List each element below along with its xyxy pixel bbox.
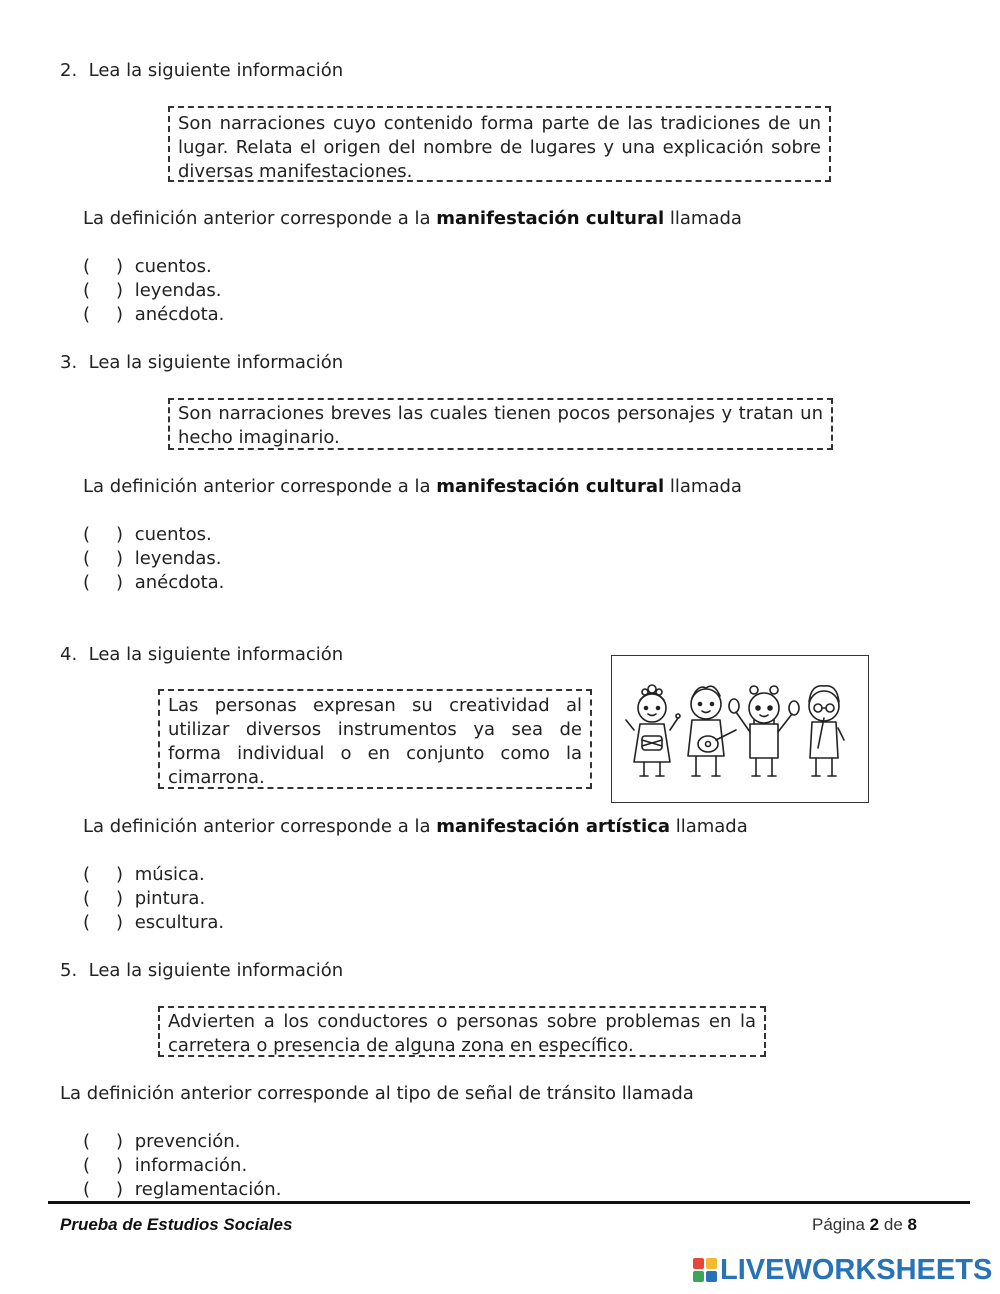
definition-suffix: llamada <box>664 208 742 229</box>
option-label: anécdota. <box>134 304 225 325</box>
question-number: 4. <box>60 644 78 665</box>
option-label: escultura. <box>134 912 225 933</box>
question-number: 2. <box>60 60 78 81</box>
option-q5-2[interactable]: ( ) información. <box>83 1155 248 1176</box>
option-q3-2[interactable]: ( ) leyendas. <box>83 548 222 569</box>
option-q4-2[interactable]: ( ) pintura. <box>83 888 206 909</box>
question-4-heading <box>60 644 343 665</box>
option-label: música. <box>134 864 205 885</box>
info-box-text: Son narraciones cuyo contenido forma parte de las tradiciones de un lugar. Relata el origen del nombre de lugares y una explicación sobre diversas manifestaciones. <box>178 113 821 182</box>
question-number: 3. <box>60 352 78 373</box>
option-label: prevención. <box>134 1131 241 1152</box>
definition-bold: manifestación cultural <box>436 476 665 497</box>
children-playing-instruments-icon <box>612 656 867 801</box>
definition-line-q2 <box>83 208 742 229</box>
liveworksheets-logo[interactable] <box>693 1254 992 1286</box>
definition-line-q3 <box>83 476 742 497</box>
question-prompt: Lea la siguiente información <box>88 644 344 665</box>
question-prompt: Lea la siguiente información <box>88 352 344 373</box>
definition-prefix: La definición anterior corresponde a la <box>83 476 437 497</box>
option-q2-1[interactable]: ( ) cuentos. <box>83 256 212 277</box>
definition-prefix: La definición anterior corresponde a la <box>83 816 437 837</box>
definition-bold: manifestación artística <box>436 816 670 837</box>
info-box-q2 <box>168 106 831 182</box>
question-5-heading <box>60 960 343 981</box>
footer-title: Prueba de Estudios Sociales <box>60 1215 293 1234</box>
option-label: información. <box>134 1155 248 1176</box>
info-box-text: Son narraciones breves las cuales tienen pocos personajes y tratan un hecho imaginario. <box>178 403 823 448</box>
option-label: pintura. <box>134 888 206 909</box>
option-q5-3[interactable]: ( ) reglamentación. <box>83 1179 282 1200</box>
option-q2-3[interactable]: ( ) anécdota. <box>83 304 225 325</box>
definition-text: La definición anterior corresponde al tipo de señal de tránsito llamada <box>60 1083 694 1104</box>
option-label: leyendas. <box>134 280 222 301</box>
option-q4-3[interactable]: ( ) escultura. <box>83 912 225 933</box>
question-prompt: Lea la siguiente información <box>88 960 344 981</box>
page-number: Página 2 de 8 <box>812 1215 917 1234</box>
definition-suffix: llamada <box>669 816 748 837</box>
option-label: anécdota. <box>134 572 225 593</box>
brand-name: LIVEWORKSHEETS <box>720 1253 993 1286</box>
option-label: cuentos. <box>134 256 212 277</box>
musicians-illustration <box>611 655 869 803</box>
info-box-text: Las personas expresan su creatividad al utilizar diversos instrumentos ya sea de forma individual o en conjunto como la cimarrona. <box>168 695 582 788</box>
option-label: leyendas. <box>134 548 222 569</box>
info-box-q5 <box>158 1006 766 1057</box>
option-q3-3[interactable]: ( ) anécdota. <box>83 572 225 593</box>
question-3-heading <box>60 352 343 373</box>
definition-prefix: La definición anterior corresponde a la <box>83 208 437 229</box>
info-box-q4 <box>158 689 592 789</box>
info-box-q3 <box>168 398 833 450</box>
definition-line-q5 <box>60 1083 694 1104</box>
question-2-heading <box>60 60 343 81</box>
info-box-text: Advierten a los conductores o personas sobre problemas en la carretera o presencia de alguna zona en específico. <box>168 1011 756 1056</box>
question-number: 5. <box>60 960 78 981</box>
option-label: cuentos. <box>134 524 212 545</box>
option-q3-1[interactable]: ( ) cuentos. <box>83 524 212 545</box>
option-q4-1[interactable]: ( ) música. <box>83 864 205 885</box>
option-q5-1[interactable]: ( ) prevención. <box>83 1131 241 1152</box>
definition-suffix: llamada <box>664 476 742 497</box>
option-label: reglamentación. <box>134 1179 282 1200</box>
footer-divider <box>48 1201 970 1204</box>
option-q2-2[interactable]: ( ) leyendas. <box>83 280 222 301</box>
definition-line-q4 <box>83 816 748 837</box>
liveworksheets-icon <box>693 1258 717 1282</box>
definition-bold: manifestación cultural <box>436 208 665 229</box>
question-prompt: Lea la siguiente información <box>88 60 344 81</box>
